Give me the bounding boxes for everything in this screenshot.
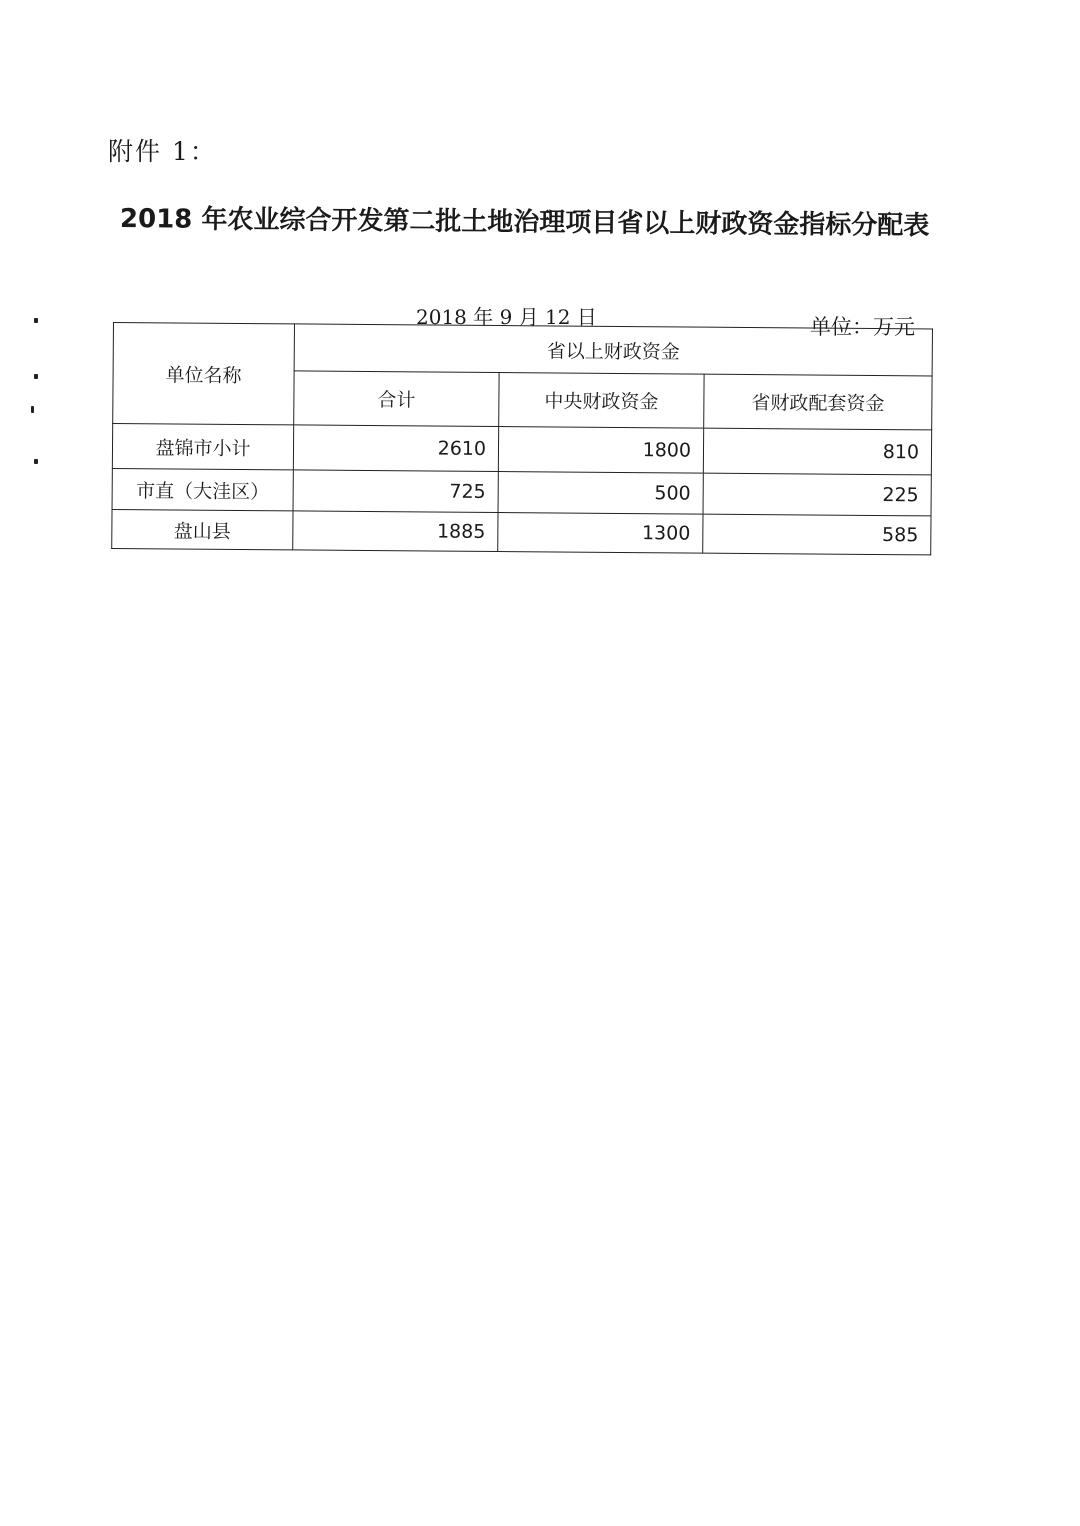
row-total: 1885 [293,511,498,552]
row-central: 500 [498,472,703,515]
scan-margin-mark [34,459,38,464]
scan-margin-mark [34,374,38,379]
scan-margin-mark [31,406,34,413]
header-unit-name: 单位名称 [113,323,295,425]
scan-margin-mark [34,318,38,323]
header-provincial-matching-funds: 省财政配套资金 [704,375,932,430]
row-unit-name: 盘山县 [112,509,293,549]
row-provincial: 810 [703,428,931,475]
row-total: 725 [293,470,498,513]
row-provincial: 585 [703,514,931,555]
attachment-label: 附件 1： [108,137,217,166]
unit-label: 单位：万元 [810,315,915,339]
document-title: 2018 年农业综合开发第二批土地治理项目省以上财政资金指标分配表 [119,204,930,242]
header-total: 合计 [294,371,499,426]
table-row [112,468,931,515]
allocation-table [111,322,933,555]
table-row [112,424,931,475]
table-row [112,509,931,554]
row-provincial: 225 [703,473,931,516]
row-total: 2610 [293,425,498,472]
document-date: 2018 年 9 月 12 日 [416,305,597,329]
row-unit-name: 盘锦市小计 [112,424,293,470]
row-central: 1300 [498,513,703,554]
header-provincial-above-funds: 省以上财政资金 [294,324,932,376]
row-central: 1800 [498,427,703,474]
table-header-row [113,323,932,377]
allocation-table-wrapper [111,322,933,555]
row-unit-name: 市直（大洼区） [112,468,293,510]
header-central-funds: 中央财政资金 [499,373,704,428]
